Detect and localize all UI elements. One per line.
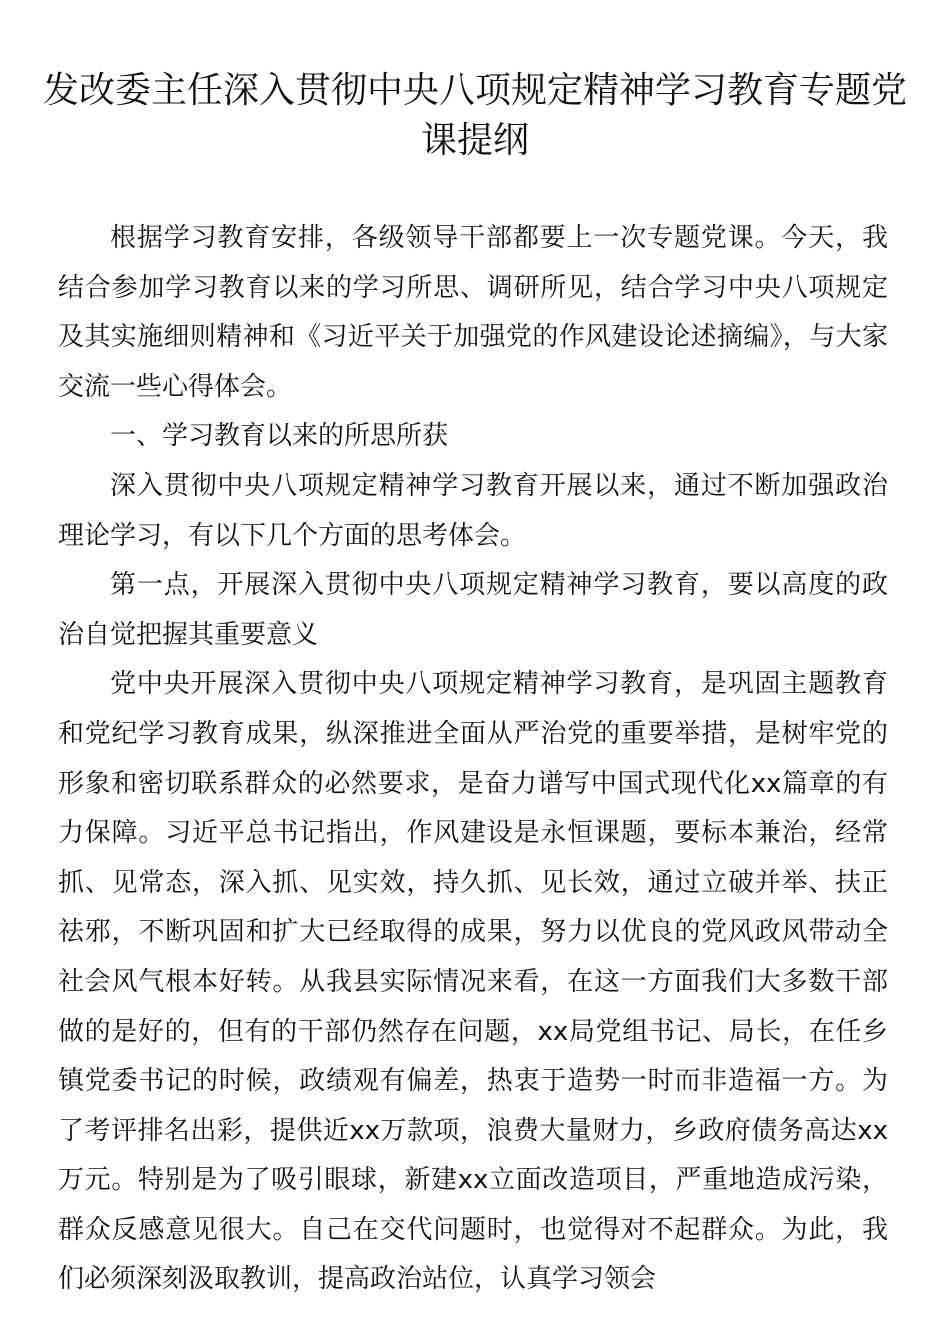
point-heading-1: 第一点，开展深入贯彻中央八项规定精神学习教育，要以高度的政治自觉把握其重要意义 — [58, 570, 888, 650]
paragraph-point-1: 党中央开展深入贯彻中央八项规定精神学习教育，是巩固主题教育和党纪学习教育成果，纵深推进全面从严治党的重要举措，是树牢党的形象和密切联系群众的必然要求，是奋力谱写中国式现代化xx篇章的有力保障。习近平总书记指出，作风建设是永恒课题，要标本兼治，经常抓、见常态，深入抓、见实效，持久抓、见长效，通过立破并举、扶正祛邪，不断巩固和扩大已经取得的成果，努力以优良的党风政风带动全社会风气根本好转。从我县实际情况来看，在这一方面我们大多数干部做的是好的，但有的干部仍然存在问题，xx局党组书记、局长，在任乡镇党委书记的时候，政绩观有偏差，热衷于造势一时而非造福一方。为了考评排名出彩，提供近xx万款项，浪费大量财力，乡政府债务高达xx万元。特别是为了吸引眼球，新建xx立面改造项目，严重地造成污染，群众反感意见很大。自己在交代问题时，也觉得对不起群众。为此，我们必须深刻汲取教训，提高政治站位，认真学习领会 — [58, 669, 888, 1295]
document-title: 发改委主任深入贯彻中央八项规定精神学习教育专题党课提纲 — [42, 70, 907, 161]
paragraph-intro: 根据学习教育安排，各级领导干部都要上一次专题党课。今天，我结合参加学习教育以来的学习所思、调研所见，结合学习中央八项规定及其实施细则精神和《习近平关于加强党的作风建设论述摘编》，与大家交流一些心得体会。 — [58, 223, 888, 402]
paragraph-section-intro: 深入贯彻中央八项规定精神学习教育开展以来，通过不断加强政治理论学习，有以下几个方面的思考体会。 — [58, 470, 888, 551]
document-body — [58, 214, 888, 1305]
section-heading-1: 一、学习教育以来的所思所获 — [110, 421, 449, 452]
